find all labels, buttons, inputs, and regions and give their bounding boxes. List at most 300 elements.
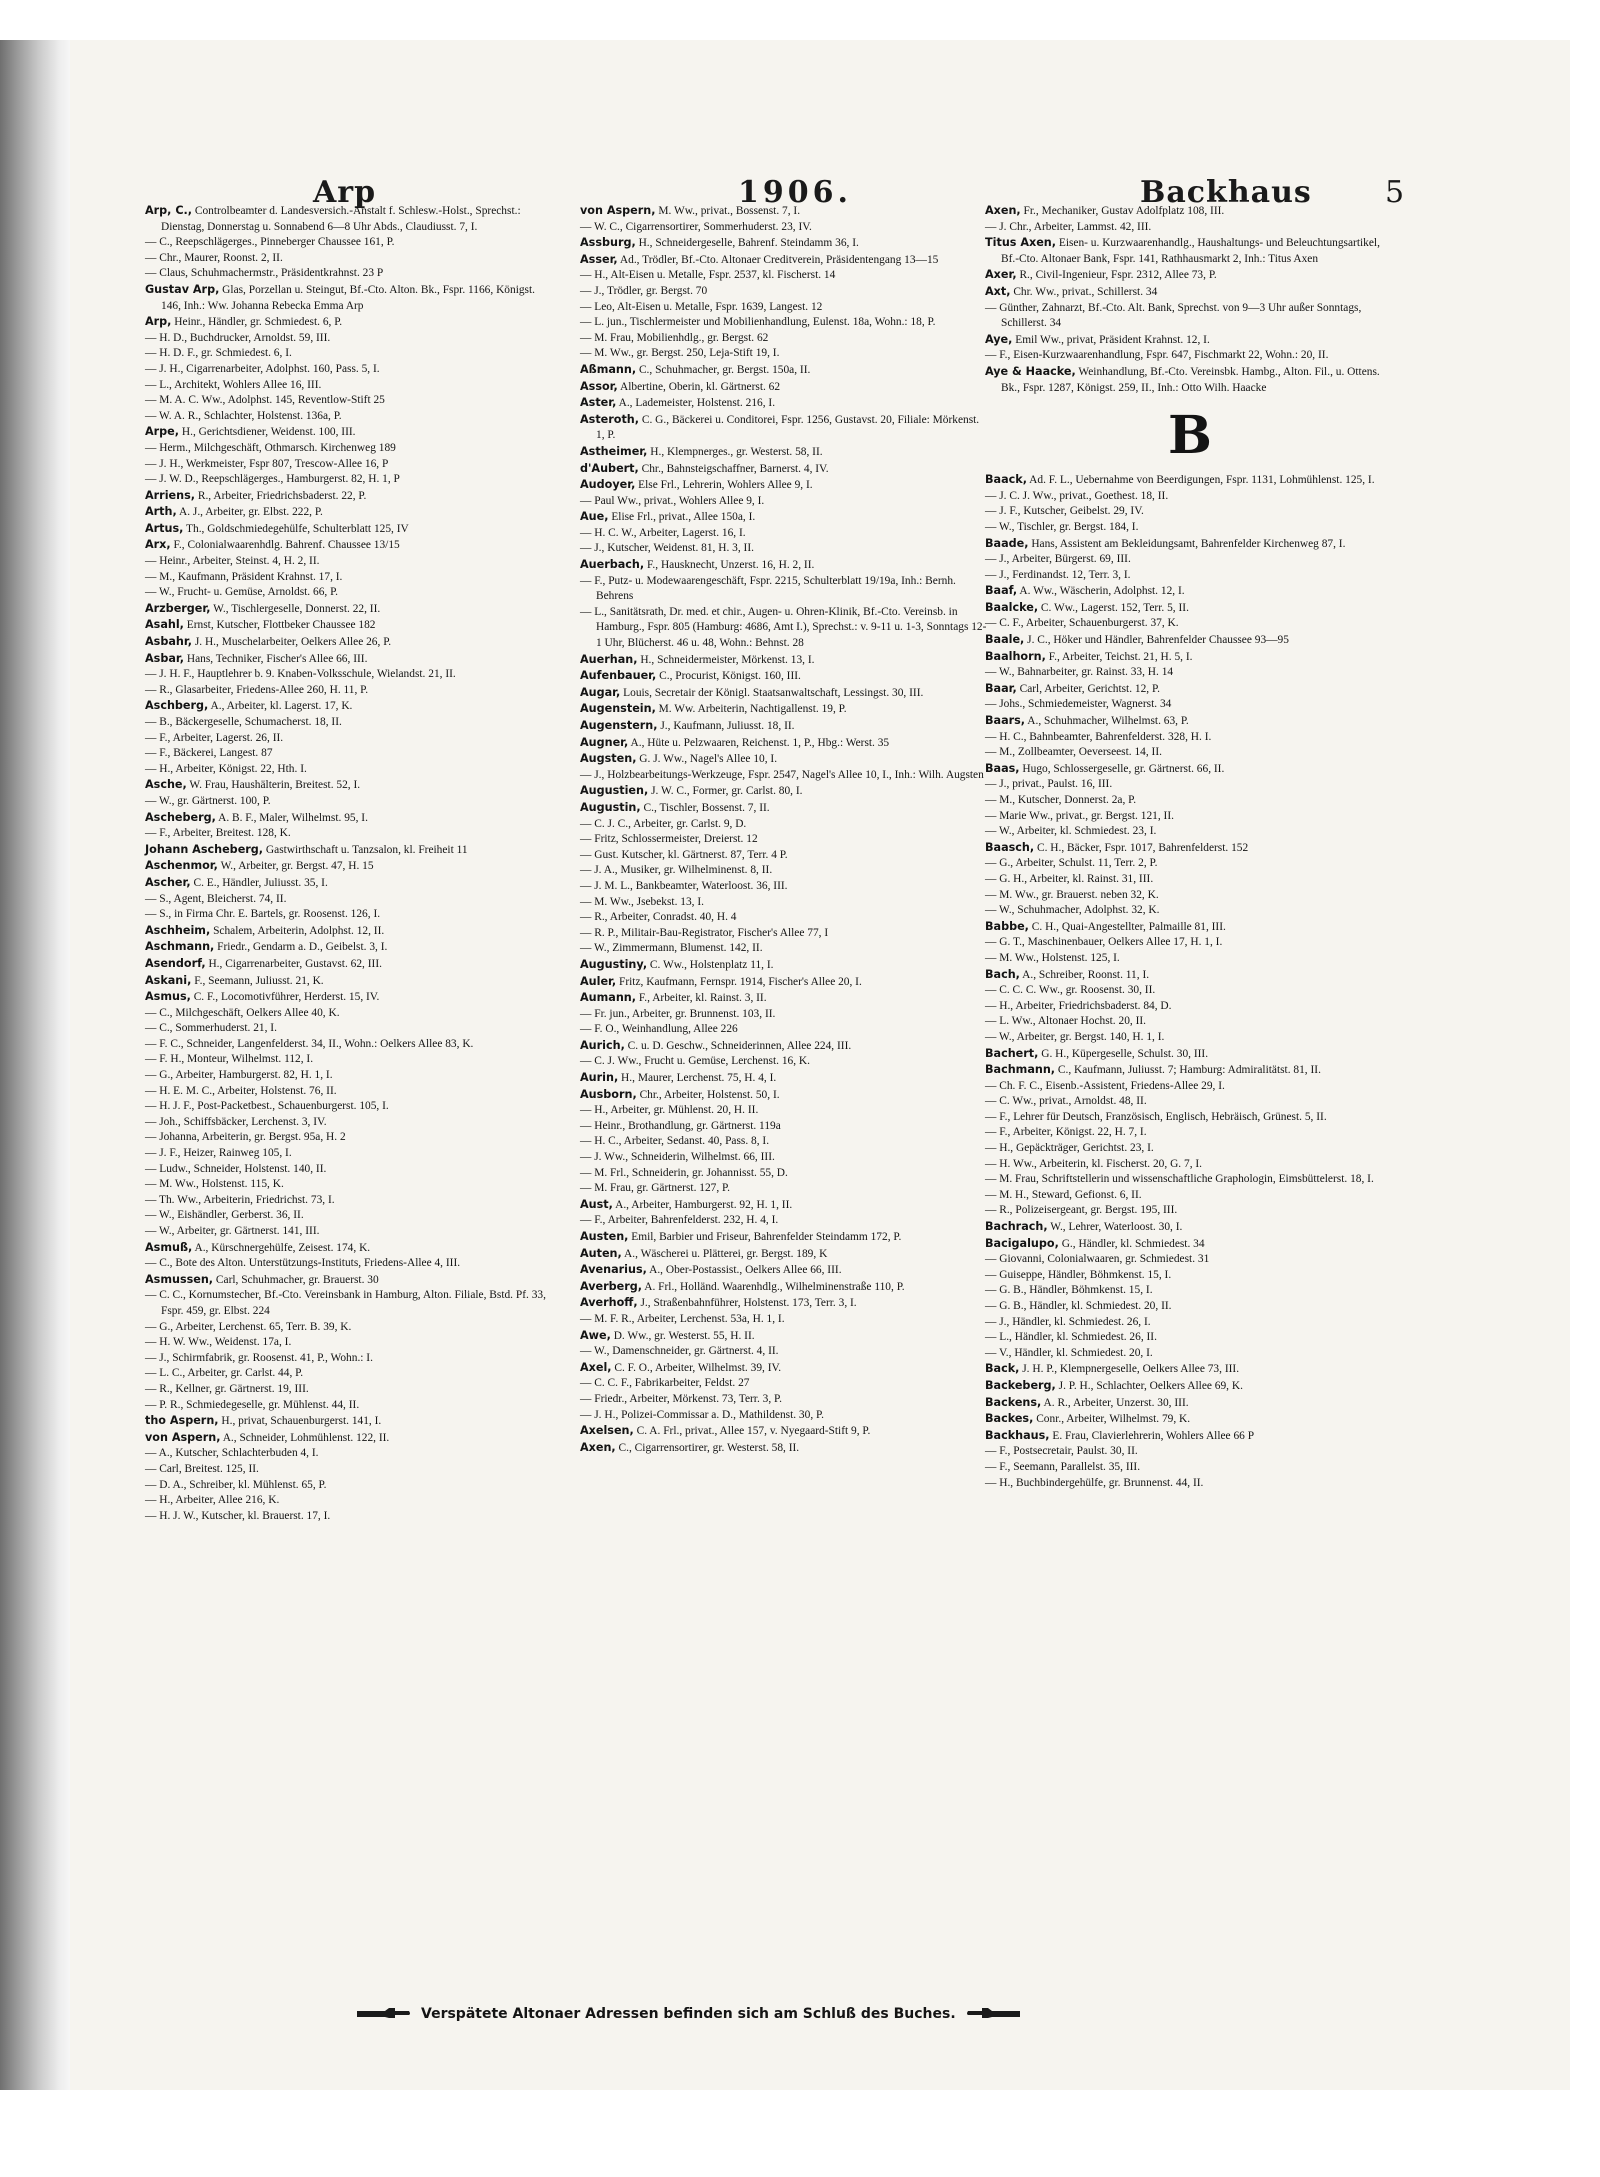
directory-entry: [145, 1130, 555, 1146]
entry-details: — M. A. C. Ww., Adolphst. 145, Reventlow-Stift 25: [145, 394, 385, 407]
entry-surname: Aue,: [580, 510, 609, 524]
entry-surname: Asahl,: [145, 618, 184, 632]
entry-details: Else Frl., Lehrerin, Wohlers Allee 9, I.: [635, 479, 813, 492]
entry-details: M. Ww., privat., Bossenst. 7, I.: [655, 205, 801, 217]
entry-surname: Aye,: [985, 332, 1013, 346]
entry-details: C. u. D. Geschw., Schneiderinnen, Allee 224, III.: [624, 1039, 852, 1052]
entry-surname: Aye & Haacke,: [985, 364, 1076, 378]
entry-details: — L. C., Arbeiter, gr. Carlst. 44, P.: [145, 1367, 304, 1380]
entry-details: — L., Sanitätsrath, Dr. med. et chir., Augen- u. Ohren-Klinik, Bf.-Cto. Vereinsb. in Hamburg., Fspr. 805 (Hamburg: 4686, Amt I.), Sprechst.: v. 9-11 u. 1-3, Sonntags 12-1 Uhr, Blücherst. 46 u. 48, Wohn.: Behnst. 28: [580, 605, 987, 650]
entry-surname: Axelsen,: [580, 1424, 634, 1438]
directory-entry: [145, 1446, 555, 1462]
entry-details: — R., Glasarbeiter, Friedens-Allee 260, H. 11, P.: [145, 683, 369, 696]
directory-entry: [985, 1014, 1395, 1030]
entry-surname: Audoyer,: [580, 478, 636, 492]
entry-surname: Baas,: [985, 761, 1020, 775]
directory-entry: [985, 1125, 1395, 1141]
footer-text: Verspätete Altonaer Adressen befinden sich am Schluß des Buches.: [421, 2006, 956, 2022]
directory-entry: [580, 1376, 990, 1392]
scan-binding-edge: [0, 40, 70, 2090]
directory-entry: [145, 1398, 555, 1414]
entry-details: — F., Arbeiter, Königst. 22, H. 7, I.: [985, 1126, 1147, 1139]
entry-surname: Baalcke,: [985, 600, 1039, 614]
directory-entry: [985, 568, 1395, 584]
entry-surname: Aschmann,: [145, 940, 215, 954]
directory-entry: [145, 651, 555, 668]
directory-entry: [985, 301, 1395, 332]
entry-details: — H. J. W., Kutscher, kl. Brauerst. 17, I.: [145, 1509, 331, 1522]
directory-entry: [580, 817, 990, 833]
entry-details: G. J. Ww., Nagel's Allee 10, I.: [636, 753, 778, 766]
directory-entry: [985, 1330, 1395, 1346]
entry-details: — Ludw., Schneider, Holstenst. 140, II.: [145, 1162, 327, 1175]
entry-surname: Bacigalupo,: [985, 1236, 1059, 1250]
entry-surname: Augenstern,: [580, 719, 658, 732]
directory-entry: [985, 1346, 1395, 1362]
directory-entry: [580, 974, 990, 991]
entry-details: Fr., Mechaniker, Gustav Adolfplatz 108, III.: [1020, 205, 1225, 217]
directory-entry: [145, 842, 555, 859]
entry-details: — J., Händler, kl. Schmiedest. 26, I.: [985, 1315, 1151, 1328]
entry-surname: d'Aubert,: [580, 461, 639, 475]
directory-entry: [580, 541, 990, 557]
entry-surname: Aschheim,: [145, 923, 211, 937]
directory-entry: [145, 472, 555, 488]
directory-entry: [580, 1134, 990, 1150]
directory-entry: [580, 1119, 990, 1135]
entry-details: — Paul Ww., privat., Wohlers Allee 9, I.: [580, 494, 765, 507]
pointing-hand-right-icon: [355, 2006, 411, 2022]
entry-details: — G., Arbeiter, Hamburgerst. 82, H. 1, I.: [145, 1069, 333, 1082]
entry-details: — B., Bäckergeselle, Schumacherst. 18, II.: [145, 716, 342, 728]
entry-details: — M. F. R., Arbeiter, Lerchenst. 53a, H. 1, I.: [580, 1312, 785, 1325]
directory-entry: [580, 1392, 990, 1408]
entry-details: F., Seemann, Juliusst. 21, K.: [191, 974, 324, 987]
entry-details: H., Schneidermeister, Mörkenst. 13, I.: [637, 653, 815, 666]
entry-details: — Fr. jun., Arbeiter, gr. Brunnenst. 103, II.: [580, 1007, 776, 1020]
entry-surname: tho Aspern,: [145, 1414, 219, 1428]
entry-details: — J., Ferdinandst. 12, Terr. 3, I.: [985, 568, 1131, 581]
directory-entry: [985, 1079, 1395, 1095]
entry-surname: Baars,: [985, 714, 1026, 728]
entry-details: — H. W. Ww., Weidenst. 17a, I.: [145, 1336, 292, 1349]
entry-details: — Johs., Schmiedemeister, Wagnerst. 34: [985, 698, 1172, 711]
entry-details: Heinr., Händler, gr. Schmiedest. 6, P.: [171, 316, 343, 329]
entry-details: Hugo, Schlossergeselle, gr. Gärtnerst. 66, II.: [1019, 762, 1225, 775]
entry-details: H., Maurer, Lerchenst. 75, H. 4, I.: [618, 1072, 777, 1085]
directory-entry: [580, 832, 990, 848]
directory-entry: [580, 1087, 990, 1104]
entry-details: — Heinr., Arbeiter, Steinst. 4, H. 2, II.: [145, 555, 320, 568]
entry-details: C. G., Bäckerei u. Conditorei, Fspr. 1256, Gustavst. 20, Filiale: Mörkenst. 1, P.: [596, 413, 980, 442]
entry-details: — M. Frau, Mobilienhdlg., gr. Bergst. 62: [580, 331, 769, 344]
entry-details: — M. Ww., Holstenst. 115, K.: [145, 1178, 284, 1191]
entry-surname: Arp,: [145, 315, 172, 329]
directory-entry: [985, 967, 1395, 984]
directory-entry: [985, 1236, 1395, 1253]
directory-entry: [580, 379, 990, 396]
directory-entry: [985, 809, 1395, 825]
entry-details: — W., Bahnarbeiter, gr. Rainst. 33, H. 14: [985, 666, 1174, 679]
directory-entry: [985, 1188, 1395, 1204]
entry-details: — H. Ww., Arbeiterin, kl. Fischerst. 20, G. 7, I.: [985, 1157, 1203, 1170]
entry-details: — H., Arbeiter, Friedrichsbaderst. 84, D.: [985, 999, 1172, 1012]
entry-details: — J. Ww., Schneiderin, Wilhelmst. 66, III.: [580, 1151, 775, 1164]
directory-entry: [145, 892, 555, 908]
entry-details: — F., Arbeiter, Breitest. 128, K.: [145, 827, 291, 840]
entry-surname: Axen,: [580, 1440, 616, 1454]
directory-entry: [145, 235, 555, 251]
directory-entry: [985, 489, 1395, 505]
entry-details: — D. A., Schreiber, kl. Mühlenst. 65, P.: [145, 1478, 327, 1491]
directory-entry: [985, 730, 1395, 746]
entry-details: — W., Eishändler, Gerberst. 36, II.: [145, 1209, 304, 1222]
entry-details: — Carl, Breitest. 125, II.: [145, 1462, 259, 1475]
entry-surname: Bachrach,: [985, 1220, 1048, 1234]
directory-entry: [580, 1262, 990, 1279]
entry-details: — Chr., Maurer, Roonst. 2, II.: [145, 251, 283, 264]
directory-entry: [580, 395, 990, 412]
entry-details: — H., Arbeiter, Königst. 22, Hth. I.: [145, 762, 307, 775]
entry-details: — J. Chr., Arbeiter, Lammst. 42, III.: [985, 220, 1152, 233]
entry-surname: Aschenmor,: [145, 859, 218, 873]
directory-entry: [145, 1413, 555, 1430]
directory-entry: [985, 220, 1395, 236]
entry-details: — G., Arbeiter, Schulst. 11, Terr. 2, P.: [985, 857, 1158, 870]
entry-surname: Bachmann,: [985, 1063, 1056, 1077]
entry-details: Ernst, Kutscher, Flottbeker Chaussee 182: [183, 619, 376, 632]
entry-details: Schalem, Arbeiterin, Adolphst. 12, II.: [210, 924, 385, 937]
entry-details: — M. Frl., Schneiderin, gr. Johannisst. 55, D.: [580, 1166, 788, 1179]
directory-entry: [145, 923, 555, 940]
directory-entry: [145, 457, 555, 473]
entry-details: C. H., Bäcker, Fspr. 1017, Bahrenfelderst. 152: [1034, 841, 1249, 854]
entry-surname: Axel,: [580, 1360, 612, 1374]
directory-entry: [145, 346, 555, 362]
entry-details: J. C., Höker und Händler, Bahrenfelder Chaussee 93—95: [1024, 634, 1289, 647]
directory-entry: [145, 1037, 555, 1053]
directory-entry: [580, 735, 990, 752]
directory-entry: [145, 585, 555, 601]
entry-surname: Baack,: [985, 473, 1027, 487]
entry-details: D. Ww., gr. Westerst. 55, H. II.: [610, 1329, 755, 1342]
entry-details: A., Schneider, Lohmühlenst. 122, II.: [220, 1431, 390, 1444]
entry-details: A., Arbeiter, Hamburgerst. 92, H. 1, II.: [612, 1198, 793, 1211]
entry-details: — J. H., Polizei-Commissar a. D., Mathildenst. 30, P.: [580, 1408, 824, 1421]
entry-surname: Baale,: [985, 633, 1025, 647]
directory-entry: [145, 973, 555, 990]
entry-details: — H. C., Arbeiter, Sedanst. 40, Pass. 8, I.: [580, 1135, 770, 1148]
entry-surname: Artus,: [145, 521, 184, 535]
entry-details: — J. A., Musiker, gr. Wilhelminenst. 8, II.: [580, 864, 773, 877]
directory-entry: [145, 378, 555, 394]
directory-entry: [145, 746, 555, 762]
directory-entry: [580, 1344, 990, 1360]
entry-details: — C. C. C. Ww., gr. Roosenst. 30, II.: [985, 984, 1156, 997]
directory-entry: [580, 768, 990, 784]
directory-entry: [580, 800, 990, 817]
entry-surname: Johann Ascheberg,: [145, 842, 264, 856]
directory-entry: [145, 488, 555, 505]
directory-entry: [145, 907, 555, 923]
directory-entry: [580, 444, 990, 461]
directory-entry: [985, 1395, 1395, 1412]
entry-surname: von Aspern,: [580, 204, 656, 217]
directory-entry: [145, 1335, 555, 1351]
entry-surname: Augner,: [580, 735, 629, 749]
entry-details: — J. H. F., Hauptlehrer b. 9. Knaben-Volksschule, Wielandst. 21, II.: [145, 668, 456, 681]
directory-entry: [580, 1295, 990, 1312]
directory-column-3: [985, 203, 1395, 1491]
entry-surname: Aufenbauer,: [580, 669, 657, 683]
directory-entry: [145, 1193, 555, 1209]
directory-entry: [145, 266, 555, 282]
directory-entry: [985, 1046, 1395, 1063]
entry-details: — R., Polizeisergeant, gr. Bergst. 195, III.: [985, 1204, 1178, 1217]
directory-entry: [145, 698, 555, 715]
directory-entry: [145, 1509, 555, 1525]
entry-details: — W., Arbeiter, gr. Gärtnerst. 141, III.: [145, 1225, 320, 1237]
directory-entry: [985, 1460, 1395, 1476]
entry-details: — W., Schuhmacher, Adolphst. 32, K.: [985, 904, 1160, 917]
entry-details: — W., Arbeiter, kl. Schmiedest. 23, I.: [985, 825, 1157, 838]
entry-details: — W. C., Cigarrensortirer, Sommerhuderst. 23, IV.: [580, 220, 812, 233]
entry-details: H., privat, Schauenburgerst. 141, I.: [218, 1415, 382, 1428]
entry-details: — G. H., Arbeiter, kl. Rainst. 31, III.: [985, 872, 1154, 885]
directory-entry: [985, 681, 1395, 698]
entry-details: — A., Kutscher, Schlachterbuden 4, I.: [145, 1447, 319, 1460]
entry-details: — W., Zimmermann, Blumenst. 142, II.: [580, 942, 763, 955]
entry-details: — C. J. Ww., Frucht u. Gemüse, Lerchenst. 16, K.: [580, 1055, 810, 1068]
entry-details: — C. J. C., Arbeiter, gr. Carlst. 9, D.: [580, 817, 747, 830]
directory-entry: [580, 477, 990, 494]
entry-details: Ad. F. L., Uebernahme von Beerdigungen, Fspr. 1131, Lohmühlenst. 125, I.: [1026, 474, 1375, 487]
entry-details: A. Frl., Holländ. Waarenhdlg., Wilhelminenstraße 110, P.: [642, 1280, 905, 1293]
directory-entry: [985, 1299, 1395, 1315]
entry-details: — Günther, Zahnarzt, Bf.-Cto. Alt. Bank, Sprechst. von 9—3 Uhr außer Sonntags, Schillerst. 34: [985, 301, 1362, 330]
entry-details: Chr., Bahnsteigschaffner, Barnerst. 4, IV.: [638, 462, 829, 475]
directory-entry: [985, 235, 1395, 267]
entry-details: Gastwirthschaft u. Tanzsalon, kl. Freiheit 11: [263, 843, 468, 856]
directory-entry: [145, 1084, 555, 1100]
directory-entry: [985, 1378, 1395, 1395]
entry-details: Carl, Schuhmacher, gr. Brauerst. 30: [213, 1273, 379, 1286]
directory-entry: [580, 990, 990, 1007]
entry-details: J. H. P., Klempnergeselle, Oelkers Allee 73, III.: [1019, 1363, 1240, 1376]
directory-entry: [145, 1068, 555, 1084]
directory-entry: [580, 895, 990, 911]
directory-entry: [145, 1162, 555, 1178]
entry-details: F., Arbeiter, Teichst. 21, H. 5, I.: [1045, 650, 1193, 663]
directory-entry: [985, 472, 1395, 489]
entry-surname: Auerhan,: [580, 652, 638, 666]
directory-entry: [145, 1208, 555, 1224]
directory-entry: [985, 1252, 1395, 1268]
directory-entry: [145, 1177, 555, 1193]
directory-entry: [145, 1288, 555, 1319]
directory-entry: [145, 875, 555, 892]
entry-details: — Th. Ww., Arbeiterin, Friedrichst. 73, I.: [145, 1193, 335, 1206]
entry-details: — W., Damenschneider, gr. Gärtnerst. 4, II.: [580, 1345, 779, 1358]
directory-entry: [145, 1146, 555, 1162]
entry-details: — G. B., Händler, kl. Schmiedest. 20, II.: [985, 1300, 1172, 1312]
directory-entry: [580, 1423, 990, 1440]
directory-entry: [580, 220, 990, 236]
directory-entry: [580, 300, 990, 316]
entry-details: — Leo, Alt-Eisen u. Metalle, Fspr. 1639, Langest. 12: [580, 300, 823, 313]
entry-surname: Averberg,: [580, 1279, 643, 1293]
entry-details: — M. Ww., gr. Bergst. 250, Leja-Stift 19, I.: [580, 347, 780, 360]
directory-entry: [145, 956, 555, 973]
directory-entry: [580, 362, 990, 379]
entry-surname: Titus Axen,: [985, 236, 1057, 250]
entry-surname: Askani,: [145, 973, 192, 987]
directory-entry: [580, 1213, 990, 1229]
entry-details: — P. R., Schmiedegeselle, gr. Mühlenst. 44, II.: [145, 1398, 360, 1411]
directory-entry: [580, 718, 990, 735]
entry-surname: Backhaus,: [985, 1428, 1050, 1442]
entry-details: C. E., Händler, Juliusst. 35, I.: [190, 876, 328, 889]
entry-surname: Axer,: [985, 268, 1017, 282]
directory-entry: [580, 848, 990, 864]
directory-entry: [145, 810, 555, 827]
directory-entry: [145, 1478, 555, 1494]
entry-surname: Bach,: [985, 967, 1020, 981]
directory-entry: [580, 268, 990, 284]
directory-entry: [145, 504, 555, 521]
entry-details: — F., Seemann, Parallelst. 35, III.: [985, 1460, 1141, 1473]
directory-entry: [145, 826, 555, 842]
directory-entry: [985, 203, 1395, 220]
entry-details: C., Kaufmann, Juliusst. 7; Hamburg: Admiralitätst. 81, II.: [1055, 1064, 1321, 1077]
entry-details: C., Procurist, Königst. 160, III.: [656, 670, 801, 683]
entry-details: A. Ww., Wäscherin, Adolphst. 12, I.: [1017, 585, 1185, 598]
entry-details: — M. Ww., Holstenst. 125, I.: [985, 951, 1120, 964]
directory-entry: [985, 1315, 1395, 1331]
directory-entry: [580, 315, 990, 331]
directory-entry: [580, 1328, 990, 1345]
entry-details: G. H., Küpergeselle, Schulst. 30, III.: [1038, 1047, 1209, 1060]
entry-details: — C. C. F., Fabrikarbeiter, Feldst. 27: [580, 1377, 750, 1390]
entry-details: M. Ww. Arbeiterin, Nachtigallenst. 19, P.: [655, 703, 847, 716]
directory-entry: [145, 634, 555, 651]
entry-details: — F. H., Monteur, Wilhelmst. 112, I.: [145, 1053, 314, 1066]
directory-entry: [985, 1219, 1395, 1236]
directory-entry: [985, 284, 1395, 301]
entry-details: G., Händler, kl. Schmiedest. 34: [1058, 1237, 1205, 1250]
directory-entry: [985, 1172, 1395, 1188]
directory-entry: [145, 1320, 555, 1336]
directory-entry: [985, 504, 1395, 520]
entry-details: F., Hausknecht, Unzerst. 16, H. 2, II.: [644, 559, 815, 572]
directory-entry: [985, 332, 1395, 349]
entry-details: — J. F., Heizer, Rainweg 105, I.: [145, 1147, 292, 1160]
entry-details: — F., Arbeiter, Bahrenfelderst. 232, H. 4, I.: [580, 1214, 779, 1227]
entry-surname: Axt,: [985, 284, 1011, 298]
entry-surname: Baar,: [985, 681, 1017, 695]
entry-details: — L., Händler, kl. Schmiedest. 26, II.: [985, 1331, 1157, 1344]
directory-entry: [145, 617, 555, 634]
directory-entry: [580, 574, 990, 605]
entry-surname: Augar,: [580, 685, 621, 699]
directory-entry: [580, 652, 990, 669]
entry-details: — H., Arbeiter, Allee 216, K.: [145, 1494, 280, 1507]
directory-entry: [985, 348, 1395, 364]
entry-details: Hans, Techniker, Fischer's Allee 66, III.: [184, 652, 368, 665]
entry-details: — F. O., Weinhandlung, Allee 226: [580, 1023, 738, 1036]
directory-entry: [580, 1181, 990, 1197]
entry-details: — J. H., Cigarrenarbeiter, Adolphst. 160, Pass. 5, I.: [145, 362, 380, 375]
entry-details: H., Gerichtsdiener, Weidenst. 100, III.: [179, 426, 356, 439]
directory-entry: [985, 1411, 1395, 1428]
directory-entry: [580, 1038, 990, 1055]
entry-surname: Axen,: [985, 204, 1021, 217]
directory-entry: [580, 783, 990, 800]
entry-details: A. J., Arbeiter, gr. Elbst. 222, P.: [176, 506, 323, 519]
directory-entry: [580, 1070, 990, 1087]
directory-entry: [145, 667, 555, 683]
entry-details: H., Cigarrenarbeiter, Gustavst. 62, III.: [205, 957, 382, 970]
entry-surname: Back,: [985, 1362, 1020, 1376]
entry-details: — Giovanni, Colonialwaaren, gr. Schmiedest. 31: [985, 1253, 1210, 1266]
running-head-year: 1906.: [738, 175, 852, 210]
entry-details: — M. Frau, Schriftstellerin und wissenschaftliche Graphologin, Eimsbüttelerst. 18, I.: [985, 1173, 1374, 1186]
directory-entry: [145, 424, 555, 441]
entry-details: — W., gr. Gärtnerst. 100, P.: [145, 794, 271, 807]
entry-surname: Aschberg,: [145, 699, 209, 713]
entry-details: A., Kürschnergehülfe, Zeisest. 174, K.: [192, 1241, 371, 1254]
entry-details: — F., Putz- u. Modewaarengeschäft, Fspr. 2215, Schulterblatt 19/19a, Inh.: Bernh. Behrens: [580, 574, 956, 603]
entry-details: — W., Frucht- u. Gemüse, Arnoldst. 66, P.: [145, 586, 339, 599]
section-letter-heading: B: [1168, 405, 1212, 467]
entry-details: — H., Gepäckträger, Gerichtst. 23, I.: [985, 1142, 1154, 1155]
entry-details: Albertine, Oberin, kl. Gärtnerst. 62: [617, 380, 781, 393]
directory-entry: [145, 1430, 555, 1447]
entry-details: — Johanna, Arbeiterin, gr. Bergst. 95a, H. 2: [145, 1131, 346, 1144]
directory-entry: [985, 919, 1395, 936]
entry-details: — M., Zollbeamter, Oeverseest. 14, II.: [985, 746, 1162, 759]
entry-details: Ad., Trödler, Bf.-Cto. Altonaer Creditverein, Präsidentengang 13—15: [617, 253, 939, 266]
entry-surname: Auten,: [580, 1246, 622, 1260]
directory-entry: [985, 1268, 1395, 1284]
directory-entry: [580, 1440, 990, 1457]
entry-details: — J., Arbeiter, Bürgerst. 69, III.: [985, 553, 1131, 566]
entry-details: R., Civil-Ingenieur, Fspr. 2312, Allee 73, P.: [1016, 269, 1217, 282]
directory-entry: [580, 1150, 990, 1166]
directory-entry: [145, 1052, 555, 1068]
entry-details: — F., Lehrer für Deutsch, Französisch, Englisch, Hebräisch, Grünest. 5, II.: [985, 1110, 1327, 1123]
directory-entry: [145, 777, 555, 794]
entry-details: Elise Frl., privat., Allee 150a, I.: [608, 511, 756, 524]
directory-entry: [145, 762, 555, 778]
entry-details: — Friedr., Arbeiter, Mörkenst. 73, Terr. 3, P.: [580, 1392, 782, 1405]
directory-entry: [985, 1110, 1395, 1126]
entry-details: Chr., Arbeiter, Holstenst. 50, I.: [636, 1088, 780, 1101]
directory-entry: [985, 600, 1395, 617]
entry-surname: Baaf,: [985, 584, 1018, 598]
directory-entry: [985, 935, 1395, 951]
entry-details: J. P. H., Schlachter, Oelkers Allee 69, K.: [1055, 1379, 1243, 1392]
directory-entry: [145, 1351, 555, 1367]
directory-entry: [580, 863, 990, 879]
directory-entry: [580, 203, 990, 220]
directory-entry: [985, 983, 1395, 999]
entry-details: — M. H., Steward, Gefionst. 6, II.: [985, 1188, 1142, 1201]
directory-entry: [580, 1229, 990, 1246]
directory-entry: [580, 1279, 990, 1296]
entry-details: J. H., Muschelarbeiter, Oelkers Allee 26, P.: [191, 636, 392, 649]
directory-entry: [145, 554, 555, 570]
